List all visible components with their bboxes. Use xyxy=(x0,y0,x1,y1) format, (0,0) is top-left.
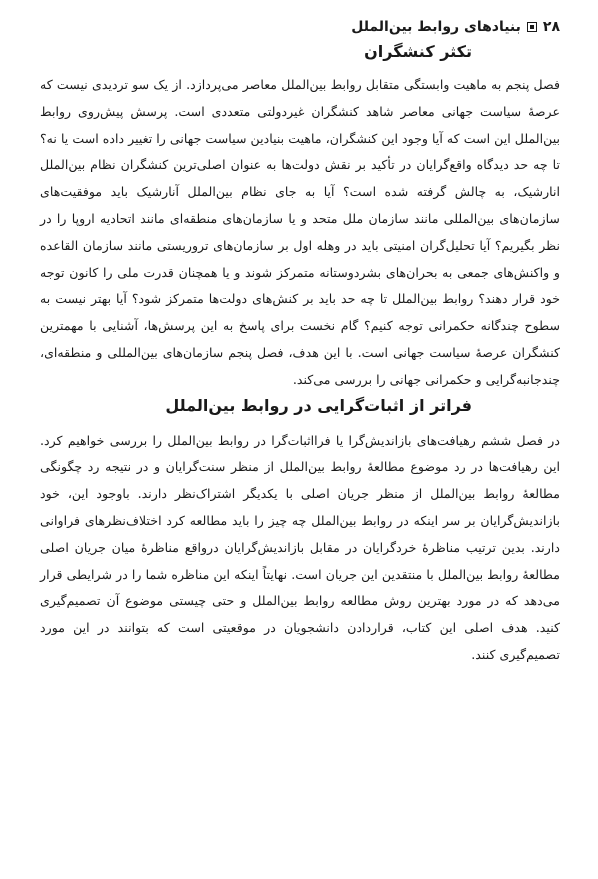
section-heading-actors: تکثر کنشگران xyxy=(364,42,472,61)
page-number: ۲۸ xyxy=(542,19,560,35)
section-heading-post-positivism: فراتر از اثبات‌گرایی در روابط بین‌الملل xyxy=(165,395,472,415)
section-paragraph-post-positivism: در فصل ششم رهیافت‌های بازاندیش‌گرا یا فرااثبات‌گرا در روابط بین‌الملل را بررسی خواهیم کرد. این رهیافت‌ها در رد موضوع مطالعهٔ روابط بین‌الملل از منظر سنت‌گرایان و در نتیجه رد چگونگی مطالعهٔ روابط بین‌الملل از منظر جریان اصلی با یکدیگر اشتراک‌نظر دارند. باوجود این، خود بازاندیش‌گرایان بر سر اینکه در روابط بین‌الملل چه چیز را باید مطالعه کرد اختلاف‌نظرهای فراوانی دارند. بدین ترتیب مناظرهٔ خردگرایان در مقابل بازاندیش‌گرایان درواقع مناظرهٔ میان جریان اصلی مطالعهٔ روابط بین‌الملل با منتقدین این جریان است. نهایتاً اینکه این مناظره شما را در شرایطی قرار می‌دهد که در مورد بهترین روش مطالعه روابط بین‌الملل و حتی چیستی موضوع آن تصمیم‌گیری کنید. هدف اصلی این کتاب، قراردادن دانشجویان در موقعیتی است که بتوانند در این مورد تصمیم‌گیری کنند. xyxy=(40,432,560,662)
running-header xyxy=(40,14,560,40)
section-paragraph-actors: فصل پنجم به ماهیت وابستگی متقابل روابط بین‌الملل معاصر می‌پردازد. از یک سو تردیدی نیست که عرصهٔ سیاست جهانی معاصر شاهد کنشگران غیردولتی متعددی است. پرسش پیش‌روی روابط بین‌الملل این است که آیا وجود این کنشگران، ماهیت بنیادین سیاست جهانی را تغییر داده است یا نه؟ تا چه حد دیدگاه واقع‌گرایان در تأکید بر نقش دولت‌ها به عنوان اصلی‌ترین کنشگران نظام بین‌الملل انارشیک، به چالش گرفته شده است؟ آیا به جای نظام بین‌الملل آنارشیک باید موفقیت‌های سازمان‌های بین‌المللی مانند سازمان ملل متحد و یا سازمان‌های منطقه‌ای مانند اتحادیه اروپا را در نظر بگیریم؟ آیا تحلیل‌گران امنیتی باید در وهله اول بر سازمان‌های تروریستی مانند سازمان القاعده و واکنش‌های جمعی به بحران‌های بشردوستانه متمرکز شوند و یا همچنان قدرت ملی را کانون توجه خود قرار دهند؟ روابط بین‌الملل تا چه حد باید بر کنش‌های دولت‌ها متمرکز شود؟ آیا بهتر نیست به سطوح چندگانه حکمرانی توجه کنیم؟ گام نخست برای پاسخ به این پرسش‌ها، آشنایی با مهمترین کنشگران عرصهٔ سیاست جهانی است. با این هدف، فصل پنجم سازمان‌های بین‌المللی و منطقه‌ای، چندجانبه‌گرایی و حکمرانی جهانی را بررسی می‌کند. xyxy=(40,77,560,387)
book-title: بنیادهای روابط بین‌الملل xyxy=(351,19,521,35)
square-bullet-icon xyxy=(527,22,537,32)
book-page xyxy=(40,14,560,669)
